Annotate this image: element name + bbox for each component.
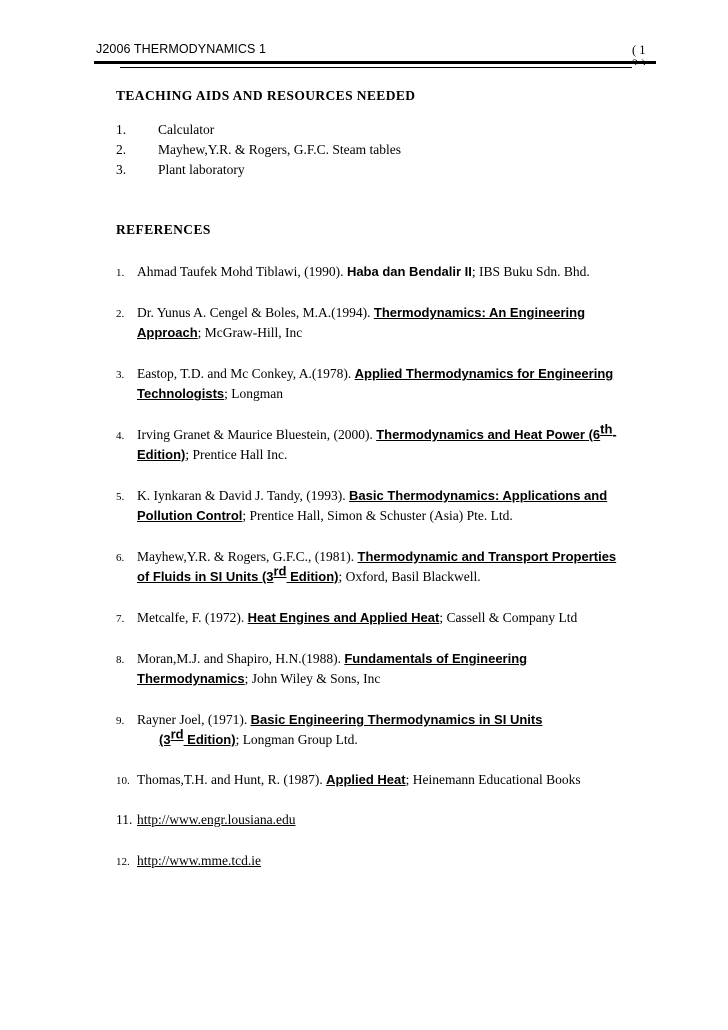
aid-item: 3. Plant laboratory <box>116 162 245 177</box>
aids-heading: TEACHING AIDS AND RESOURCES NEEDED <box>116 88 416 103</box>
header-rule <box>94 61 656 64</box>
header-course: J2006 THERMODYNAMICS 1 <box>96 42 267 56</box>
aid-item: 2. Mayhew,Y.R. & Rogers, G.F.C. Steam tables <box>116 142 402 157</box>
reference-link[interactable]: http://www.engr.lousiana.edu <box>137 812 296 827</box>
header-rule-thin <box>120 67 632 68</box>
references-heading: REFERENCES <box>116 222 211 237</box>
aid-item: 1. Calculator <box>116 122 215 137</box>
header-page-number: ( 1 <box>632 43 646 57</box>
reference-link[interactable]: http://www.mme.tcd.ie <box>137 853 261 868</box>
